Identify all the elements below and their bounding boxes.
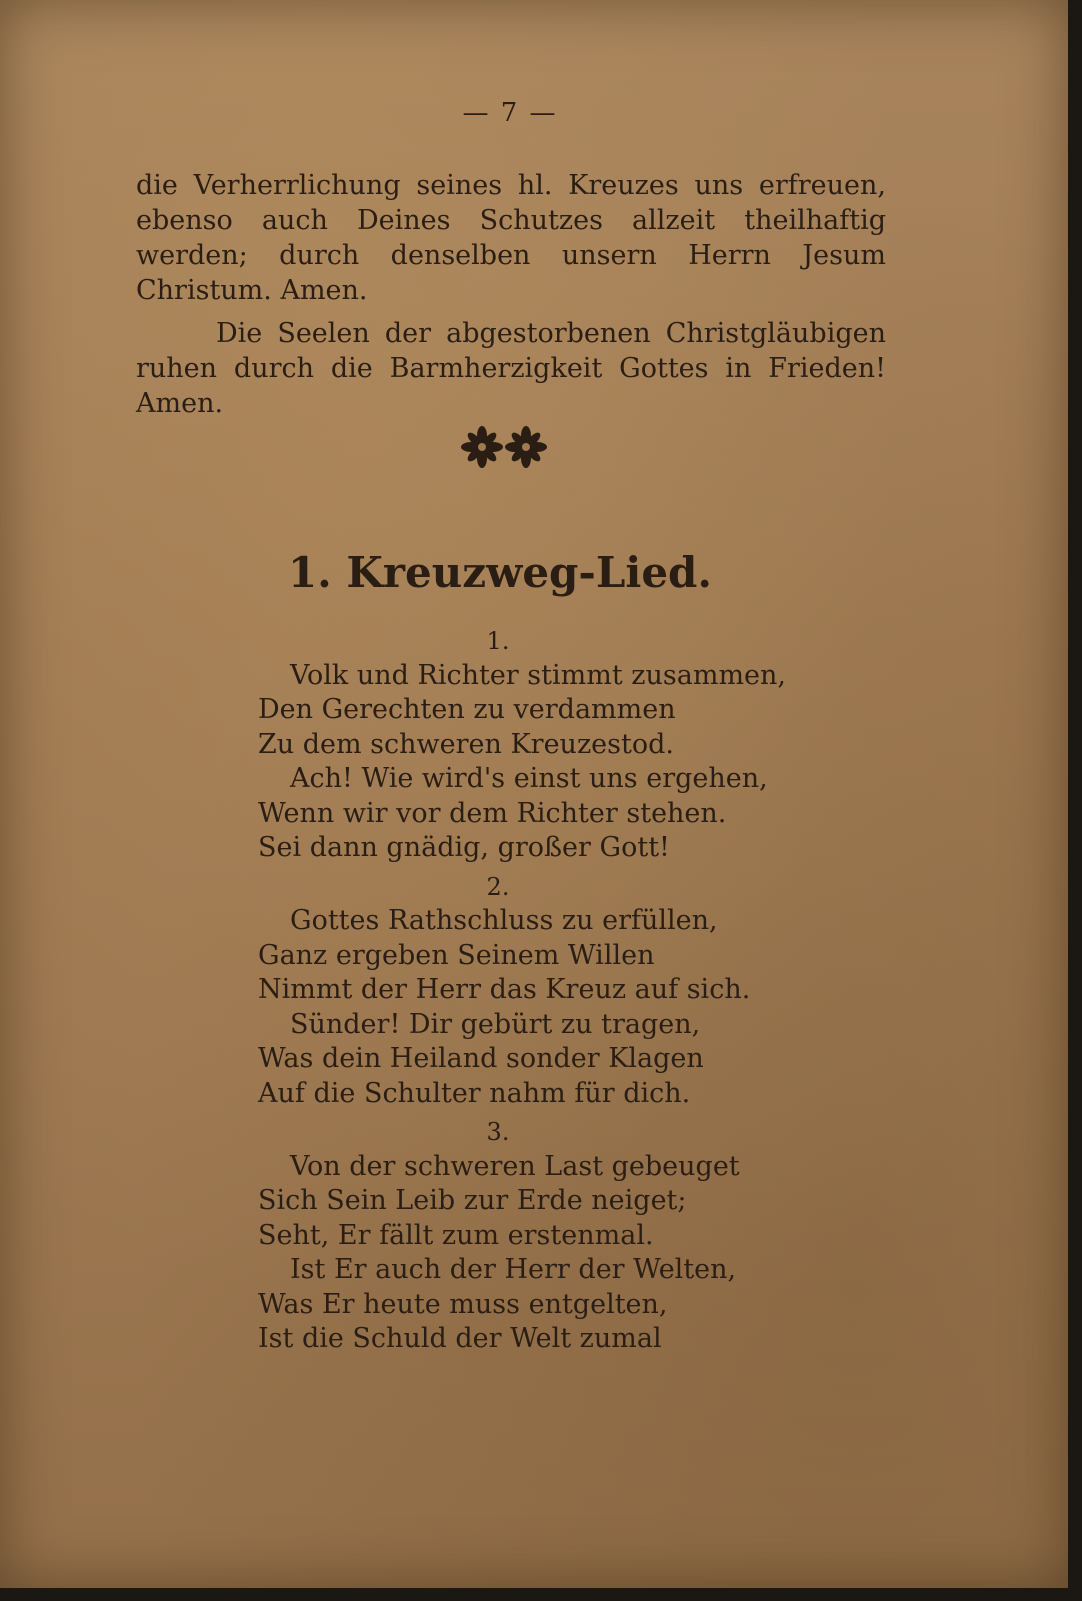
verse-line: Sich Sein Leib zur Erde neiget; <box>258 1185 687 1216</box>
stanza <box>258 904 858 1008</box>
verse-line: Seht, Er fällt zum erstenmal. <box>258 1219 654 1251</box>
verse-line: Gottes Rathschluss zu erfüllen, <box>290 905 718 936</box>
verse-line: Auf die Schulter nahm für dich. <box>258 1077 691 1109</box>
verse-line: Sünder! Dir gebürt zu tragen, <box>290 1008 701 1040</box>
verse-line: Volk und Richter stimmt zusammen, <box>290 659 786 691</box>
verse-line: Ist Er auch der Herr der Welten, <box>290 1254 737 1285</box>
song-title: 1. Kreuzweg-Lied. <box>287 548 713 597</box>
verse-line: Was dein Heiland sonder Klagen <box>258 1043 704 1074</box>
verse-line: Von der schweren Last gebeuget <box>290 1150 740 1182</box>
stanza <box>258 762 858 866</box>
stanza <box>258 1150 858 1254</box>
stanza <box>258 1253 858 1357</box>
verse-line: Sei dann gnädig, großer Gott! <box>258 832 670 863</box>
verse-number: 2. <box>486 872 510 901</box>
page-number: — 7 — <box>462 98 558 128</box>
stanza <box>258 1008 858 1112</box>
verse-line: Ach! Wie wird's einst uns ergehen, <box>290 763 768 794</box>
verse-number: 3. <box>486 1118 510 1146</box>
verse-line: Ganz ergeben Seinem Willen <box>258 939 655 971</box>
verse-line: Ist die Schuld der Welt zumal <box>258 1323 662 1354</box>
verse-line: Wenn wir vor dem Richter stehen. <box>258 797 727 829</box>
closing-paragraph: Die Seelen der abgestorbenen Christgläubigen ruhen durch die Barmherzigkeit Gottes in Frieden! Amen. <box>136 318 886 419</box>
verse-number: 1. <box>486 627 510 655</box>
verse-line: Was Er heute muss entgelten, <box>258 1288 668 1320</box>
song-verses <box>258 624 858 1357</box>
verse-line: Den Gerechten zu verdammen <box>258 694 676 725</box>
verse-line: Nimmt der Herr das Kreuz auf sich. <box>258 974 751 1005</box>
verse-line: Zu dem schweren Kreuzestod. <box>258 728 674 760</box>
prayer-text <box>136 168 886 421</box>
prayer-paragraph: die Verherrlichung seines hl. Kreuzes uns erfreuen, ebenso auch Deines Schutzes allzeit theilhaftig werden; durch denselben unsern Herrn Jesum Christum. Amen. <box>136 170 886 306</box>
stanza <box>258 659 858 763</box>
flower-ornament-icon <box>460 425 550 470</box>
